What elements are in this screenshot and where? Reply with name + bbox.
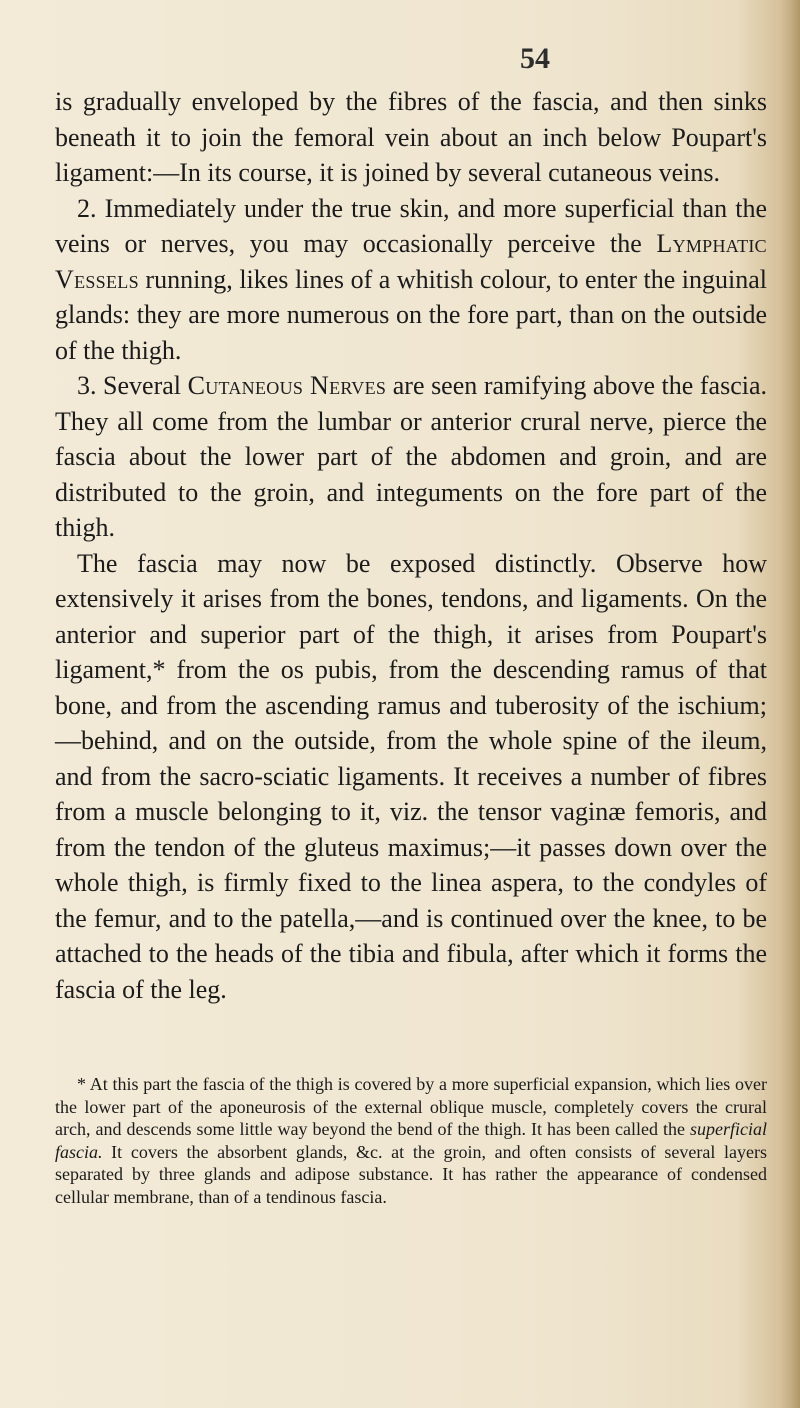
lymphatic-vessels-heading: Lymphatic Vessels — [55, 229, 767, 294]
paragraph-text: 3. Several — [77, 371, 188, 400]
footnote-paragraph — [55, 1073, 767, 1208]
paragraph-text: running, likes lines of a whitish colour, to enter the inguinal glands: they are more numerous on the fore part, than on the outside of the thigh. — [55, 264, 767, 365]
footnote — [55, 1073, 767, 1208]
page-number: 54 — [520, 42, 550, 75]
paragraph-continuation: is gradually enveloped by the fibres of the fascia, and then sinks beneath it to join the femoral vein about an inch below Poupart's ligament:—In its course, it is joined by several cutaneous veins. — [55, 87, 767, 187]
paragraph-cutaneous-nerves — [55, 368, 767, 546]
paragraph-text: are seen ramifying above the fascia. They all come from the lumbar or anterior crural nerve, pierce the fascia about the lower part of the abdomen and groin, and are distributed to the groin, and integuments on the fore part of the thigh. — [55, 371, 767, 542]
footnote-text: * At this part the fascia of the thigh is covered by a more superficial expansion, which lies over the lower part of the aponeurosis of the external oblique muscle, completely covers the crural arch, and descends some little way beyond the bend of the thigh. It has been called the — [55, 1074, 767, 1139]
main-text — [55, 84, 767, 1007]
paragraph-lymphatic-vessels — [55, 191, 767, 369]
page-edge-shadow — [780, 0, 800, 1408]
cutaneous-nerves-heading: Cutaneous Nerves — [187, 371, 387, 400]
footnote-text: It covers the absorbent glands, &c. at the groin, and often consists of several layers separated by three glands and adipose substance. It has rather the appearance of condensed cellular membrane, than of a tendinous fascia. — [55, 1141, 767, 1207]
footnote-italic-term: superficial fascia. — [55, 1119, 767, 1162]
paragraph-fascia: The fascia may now be exposed distinctly. Observe how extensively it arises from the bones, tendons, and ligaments. On the anterior and superior part of the thigh, it arises from Poupart's ligament,* from the os pubis, from the descending ramus of that bone, and from the ascending ramus and tuberosity of the ischium;—behind, and on the outside, from the whole spine of the ileum, and from the sacro-sciatic ligaments. It receives a number of fibres from a muscle belonging to it, viz. the tensor vaginæ femoris, and from the tendon of the gluteus maximus;—it passes down over the whole thigh, is firmly fixed to the linea aspera, to the condyles of the femur, and to the patella,—and is continued over the knee, to be attached to the heads of the tibia and fibula, after which it forms the fascia of the leg. — [55, 548, 767, 1004]
paragraph-text: 2. Immediately under the true skin, and more superficial than the veins or nerves, you may occasionally perceive the — [55, 193, 767, 258]
